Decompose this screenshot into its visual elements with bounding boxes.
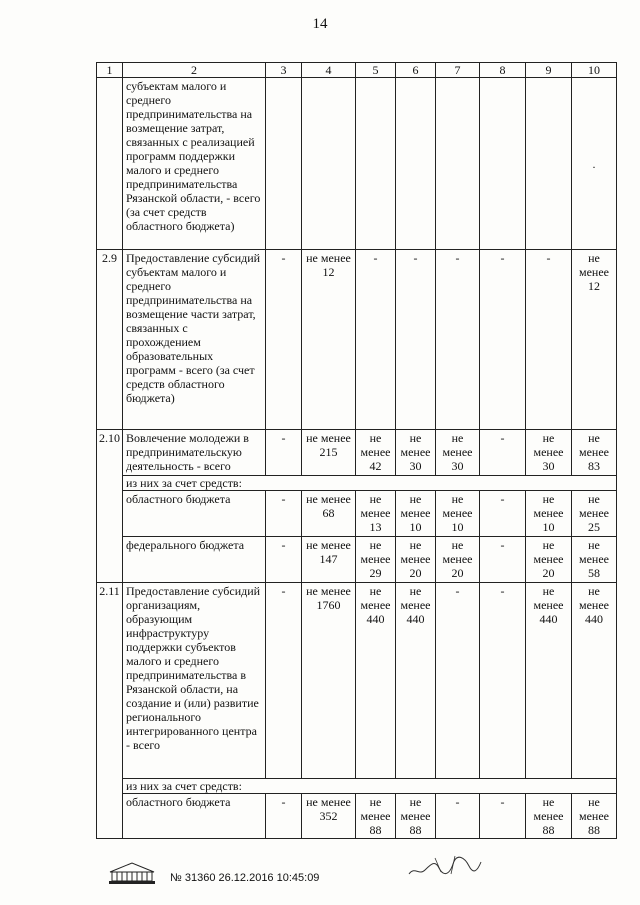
value-cell: не менее 88: [356, 794, 396, 839]
table-row: [97, 794, 617, 839]
row-description: областного бюджета: [123, 794, 266, 839]
value-cell: -: [480, 537, 526, 583]
value-cell: не менее 30: [526, 430, 572, 476]
value-cell: -: [266, 794, 302, 839]
value-cell: не менее 215: [302, 430, 356, 476]
value-cell: -: [436, 250, 480, 430]
value-cell: не менее 12: [572, 250, 617, 430]
value-cell: -: [396, 250, 436, 430]
value-cell: -: [266, 250, 302, 430]
value-cell: -: [480, 250, 526, 430]
value-cell: не менее 30: [396, 430, 436, 476]
building-emblem-icon: [106, 860, 158, 886]
value-cell: не менее 20: [526, 537, 572, 583]
value-cell: не менее 440: [356, 583, 396, 779]
value-cell: не менее 42: [356, 430, 396, 476]
subheading: из них за счет средств:: [123, 779, 617, 794]
header-cell: 9: [526, 63, 572, 78]
header-cell: 6: [396, 63, 436, 78]
value-cell: не менее 12: [302, 250, 356, 430]
value-cell: -: [266, 537, 302, 583]
value-cell: [266, 78, 302, 250]
value-cell: -: [436, 583, 480, 779]
value-cell: не менее 10: [436, 491, 480, 537]
value-cell: не менее 10: [526, 491, 572, 537]
header-cell: 8: [480, 63, 526, 78]
table-row: [97, 430, 617, 476]
value-cell: не менее 88: [396, 794, 436, 839]
subheading: из них за счет средств:: [123, 476, 617, 491]
value-cell: [356, 78, 396, 250]
registration-stamp: № 31360 26.12.2016 10:45:09: [170, 872, 320, 884]
row-number: 2.11: [97, 583, 123, 839]
row-number: 2.10: [97, 430, 123, 583]
value-cell: -: [480, 583, 526, 779]
value-cell: не менее 58: [572, 537, 617, 583]
header-cell: 10: [572, 63, 617, 78]
value-cell: не менее 10: [396, 491, 436, 537]
value-cell: -: [480, 794, 526, 839]
value-cell: [302, 78, 356, 250]
value-cell: [396, 78, 436, 250]
value-cell: -: [480, 491, 526, 537]
table-row: [97, 491, 617, 537]
header-cell: 4: [302, 63, 356, 78]
value-cell: не менее 20: [436, 537, 480, 583]
indicators-table: [96, 62, 617, 839]
table-row: [97, 476, 617, 491]
value-cell: не менее 29: [356, 537, 396, 583]
value-cell: не менее 68: [302, 491, 356, 537]
value-cell: -: [526, 250, 572, 430]
value-cell: не менее 13: [356, 491, 396, 537]
row-description: областного бюджета: [123, 491, 266, 537]
row-description: федерального бюджета: [123, 537, 266, 583]
value-cell: не менее 147: [302, 537, 356, 583]
row-description: Вовлечение молодежи в предпринимательскую деятельность - всего: [123, 430, 266, 476]
value-cell: не менее 352: [302, 794, 356, 839]
value-cell: не менее 83: [572, 430, 617, 476]
value-cell: не менее 1760: [302, 583, 356, 779]
signature-icon: [405, 852, 485, 880]
page-number: 14: [312, 16, 328, 32]
header-cell: 3: [266, 63, 302, 78]
row-description: субъектам малого и среднего предпринимательства на возмещение затрат, связанных с реализацией программ поддержки малого и среднего предпринимательства Рязанской области, - всего (за счет средств областного бюджета): [123, 78, 266, 250]
table-row: [97, 583, 617, 779]
value-cell: -: [266, 583, 302, 779]
value-cell: -: [356, 250, 396, 430]
value-cell: не менее 20: [396, 537, 436, 583]
table-row: [97, 250, 617, 430]
table-row: [97, 537, 617, 583]
row-number: 2.9: [97, 250, 123, 430]
table-row: [97, 779, 617, 794]
value-cell: -: [436, 794, 480, 839]
header-cell: 1: [97, 63, 123, 78]
value-cell: -: [480, 430, 526, 476]
value-cell: -: [266, 491, 302, 537]
value-cell: не менее 440: [396, 583, 436, 779]
header-row: [97, 63, 617, 78]
value-cell: не менее 30: [436, 430, 480, 476]
value-cell: не менее 440: [526, 583, 572, 779]
value-cell: не менее 440: [572, 583, 617, 779]
row-number: [97, 78, 123, 250]
header-cell: 2: [123, 63, 266, 78]
value-cell: [480, 78, 526, 250]
row-description: Предоставление субсидий организациям, образующим инфраструктуру поддержки субъектов малого и среднего предпринимательства в Рязанской области, на создание и (или) развитие регионального интегрированного центра - всего: [123, 583, 266, 779]
value-cell: -: [266, 430, 302, 476]
value-cell: [436, 78, 480, 250]
value-cell: не менее 88: [572, 794, 617, 839]
value-cell: не менее 25: [572, 491, 617, 537]
value-cell: [526, 78, 572, 250]
value-cell: не менее 88: [526, 794, 572, 839]
row-description: Предоставление субсидий субъектам малого и среднего предпринимательства на возмещение части затрат, связанных с прохождением образовательных программ - всего (за счет средств областного бюджета): [123, 250, 266, 430]
header-cell: 7: [436, 63, 480, 78]
table-row: [97, 78, 617, 250]
value-cell: .: [572, 78, 617, 250]
header-cell: 5: [356, 63, 396, 78]
